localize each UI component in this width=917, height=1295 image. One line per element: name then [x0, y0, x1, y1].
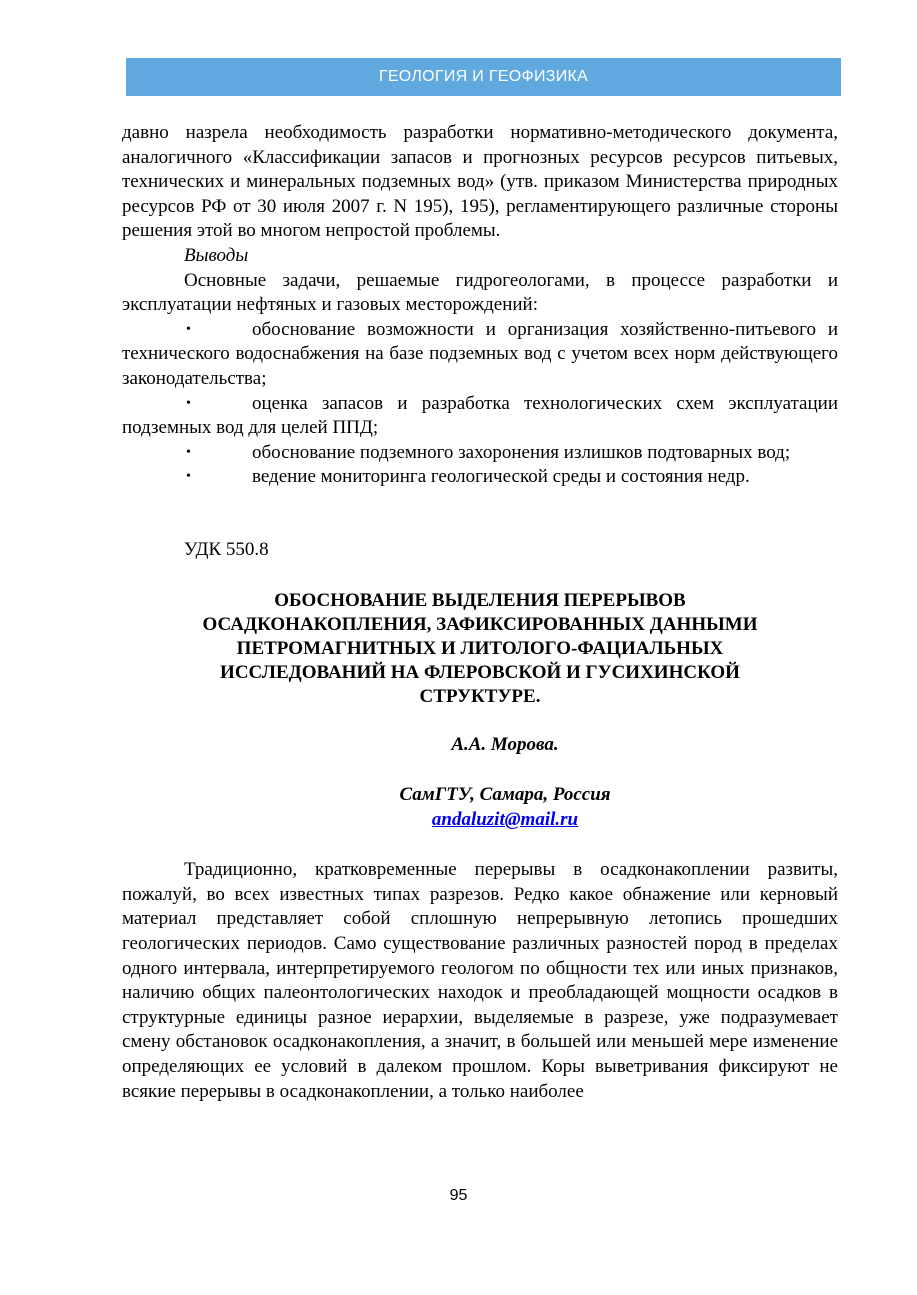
- bullet-icon: •: [186, 395, 191, 411]
- udc-code: УДК 550.8: [184, 538, 269, 560]
- article-affiliation: СамГТУ, Самара, Россия: [399, 784, 611, 806]
- list-item-text: обоснование возможности и организация хозяйственно-питьевого и технического водоснабжения на базе подземных вод с учетом всех норм действующего законодательства;: [122, 318, 838, 389]
- section-header-band: [126, 58, 841, 96]
- list-item: [122, 318, 838, 392]
- conclusions-list: [122, 318, 838, 490]
- list-item: [122, 441, 838, 466]
- bullet-icon: •: [186, 321, 191, 337]
- list-item-text: обоснование подземного захоронения излишков подтоварных вод;: [252, 441, 791, 463]
- article-author: А.А. Морова.: [451, 733, 559, 755]
- page-number: 95: [449, 1187, 468, 1204]
- article-title: ОБОСНОВАНИЕ ВЫДЕЛЕНИЯ ПЕРЕРЫВОВ ОСАДКОНАКОПЛЕНИЯ, ЗАФИКСИРОВАННЫХ ДАННЫМИ ПЕТРОМАГНИТНЫХ И ЛИТОЛОГО-ФАЦИАЛЬНЫХ ИССЛЕДОВАНИЙ НА ФЛЕРОВСКОЙ И ГУСИХИНСКОЙ СТРУКТУРЕ.: [202, 589, 758, 707]
- conclusions-heading: Выводы: [184, 244, 249, 266]
- bullet-icon: •: [186, 444, 191, 460]
- author-email: [122, 808, 838, 833]
- list-item: [122, 465, 838, 490]
- list-item-text: ведение мониторинга геологической среды и состояния недр.: [252, 466, 750, 488]
- article-body: Традиционно, кратковременные перерывы в осадконакоплении развиты, пожалуй, во всех известных типах разрезов. Редко какое обнажение или керновый материал представляет собой сплошную непрерывную летопись прошедших геологических периодов. Само существование различных разностей пород в пределах одного интервала, интерпретируемого геологом по общности тех или иных признаков, наличию общих палеонтологических находок и преобладающей мощности осадков в структурные единицы разное иерархии, выделяемые в разрезе, уже подразумевает смену обстановок осадконакопления, а значит, в большей или меньшей мере изменение определяющих ее условий в далеком прошлом. Коры выветривания фиксируют не всякие перерывы в осадконакоплении, а только наиболее: [122, 859, 838, 1102]
- list-item-text: оценка запасов и разработка технологических схем эксплуатации подземных вод для целей ППД;: [122, 392, 838, 439]
- email-link[interactable]: andaluzit@mail.ru: [431, 808, 579, 830]
- page-content: [122, 121, 838, 1104]
- intro-paragraph: давно назрела необходимость разработки нормативно-методического документа, аналогичного «Классификации запасов и прогнозных ресурсов ресурсов питьевых, технических и минеральных подземных вод» (утв. приказом Министерства природных ресурсов РФ от 30 июля 2007 г. N 195), 195), регламентирующего различные стороны решения этой во многом непростой проблемы.: [122, 122, 838, 242]
- section-title: ГЕОЛОГИЯ И ГЕОФИЗИКА: [378, 68, 589, 85]
- list-item: [122, 392, 838, 441]
- bullet-icon: •: [186, 469, 191, 485]
- conclusions-lead: Основные задачи, решаемые гидрогеологами, в процессе разработки и эксплуатации нефтяных и газовых месторождений:: [122, 269, 838, 316]
